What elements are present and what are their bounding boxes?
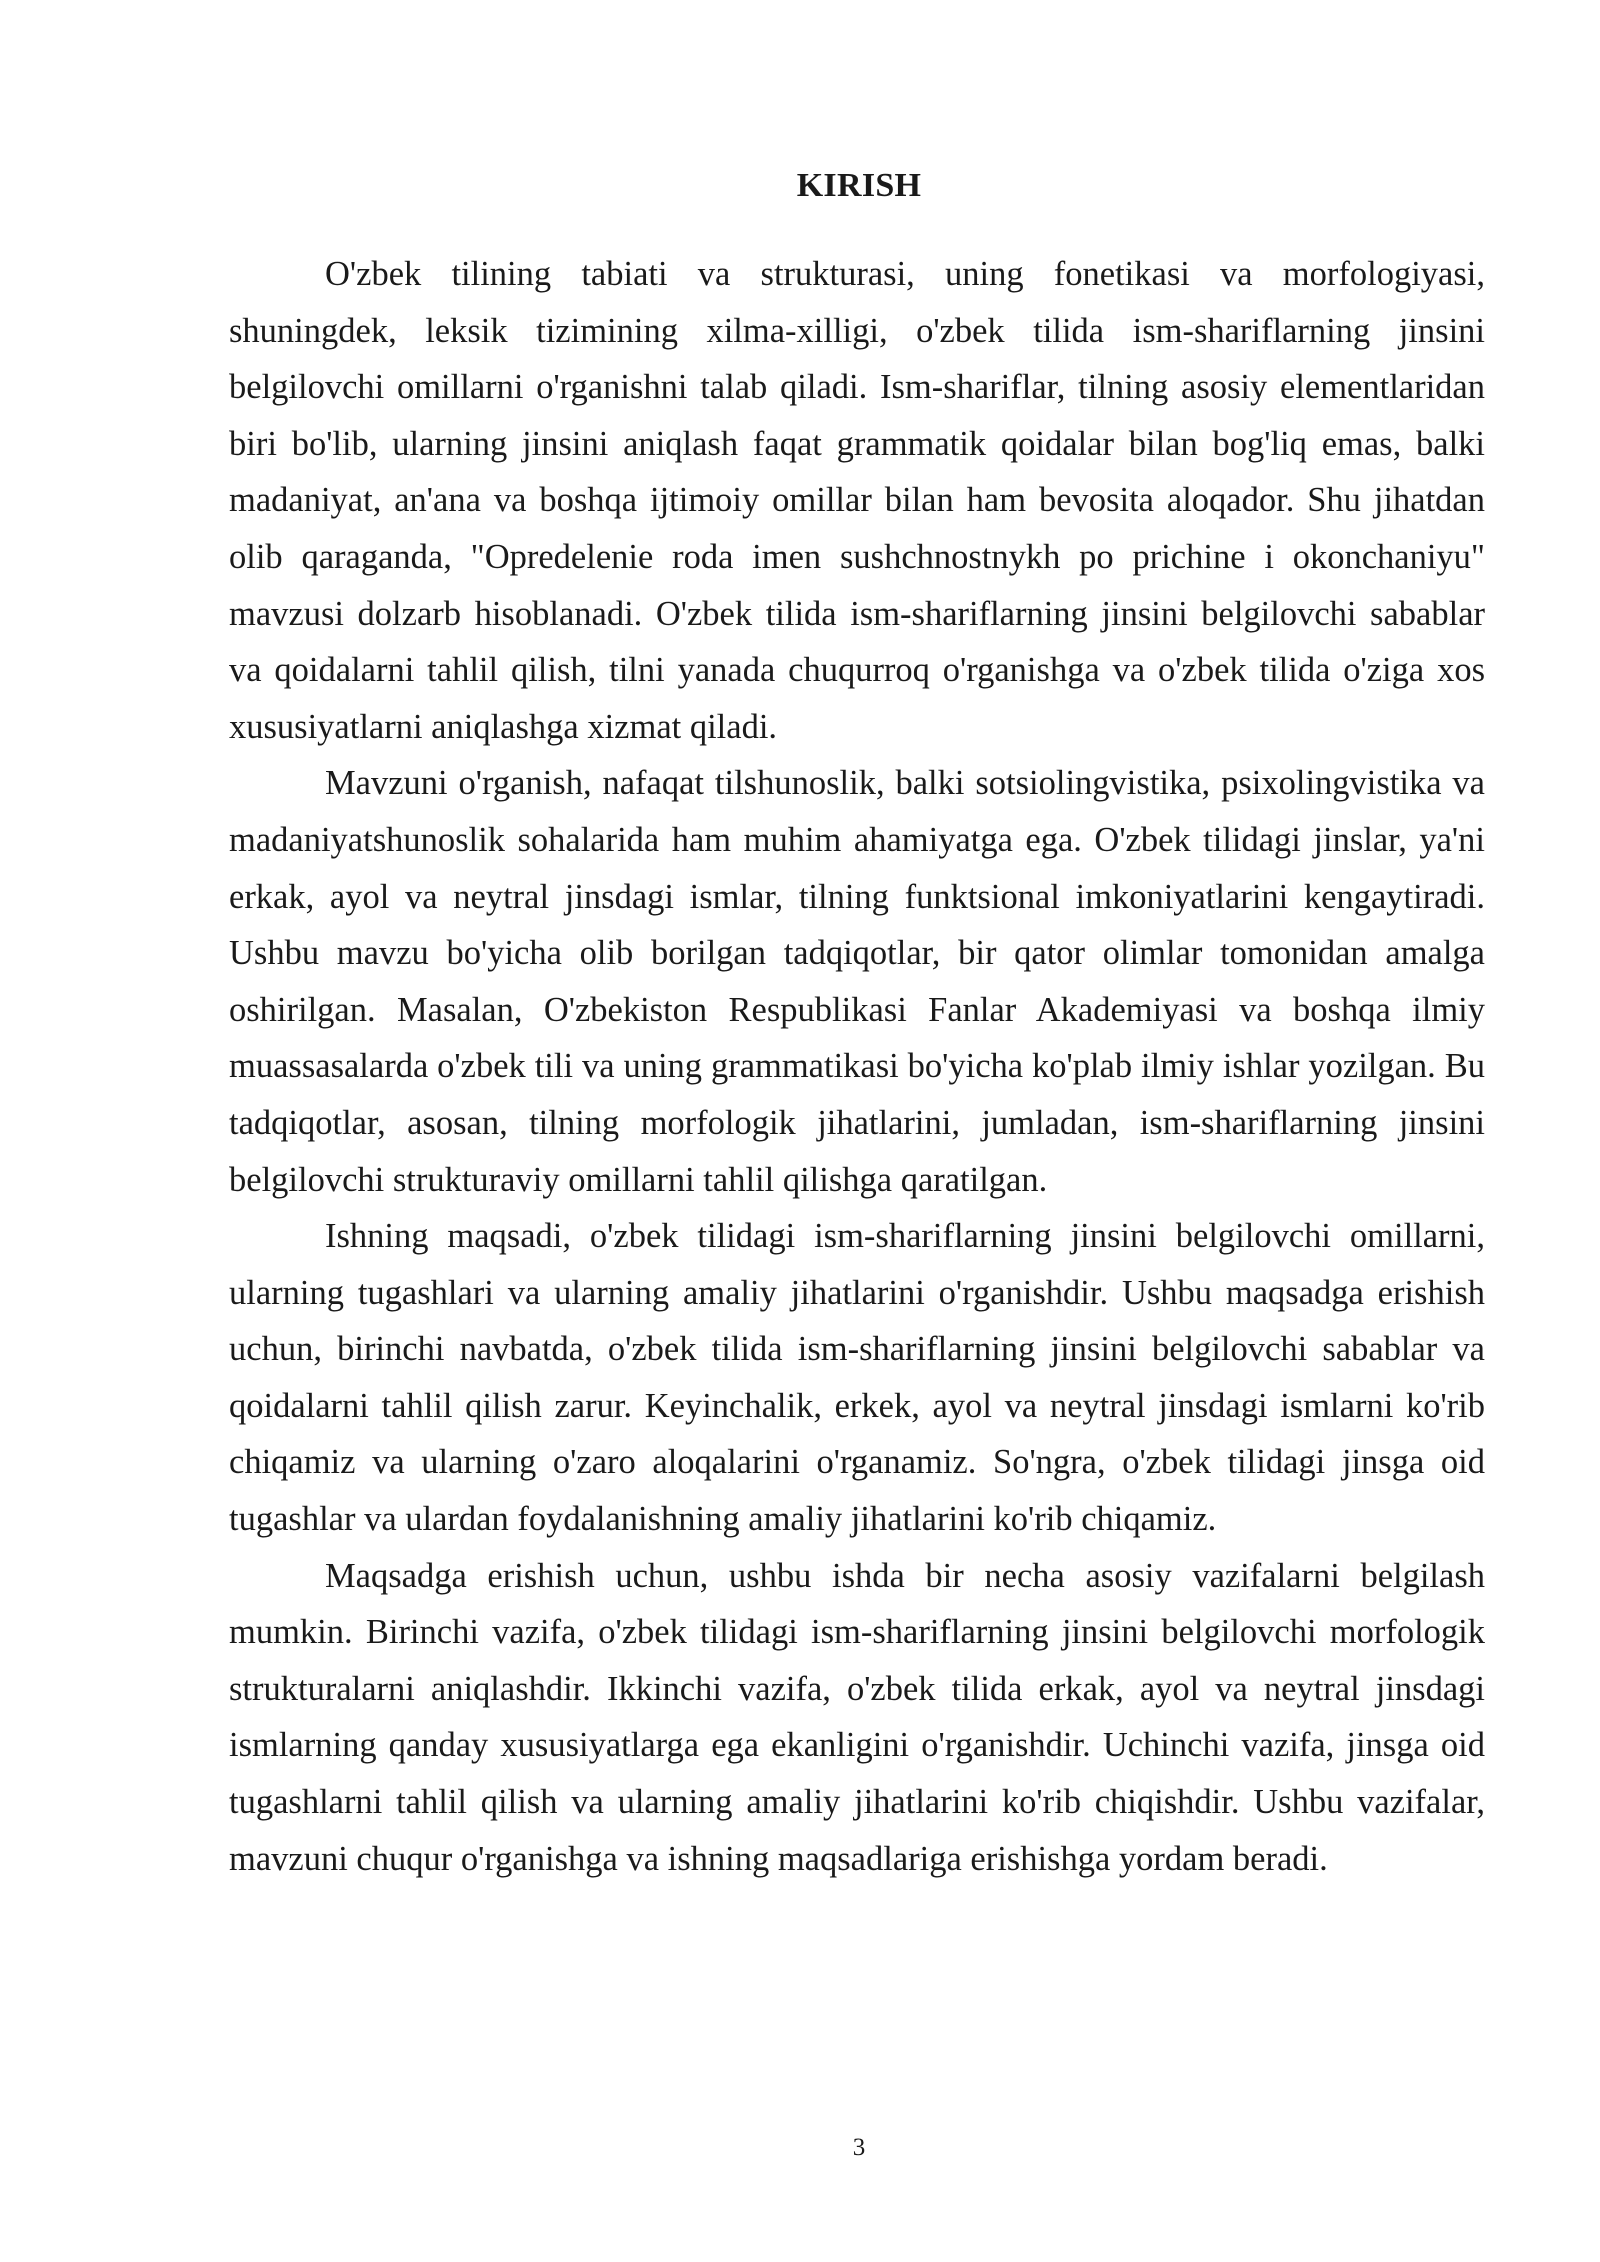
paragraph: Ishning maqsadi, o'zbek tilidagi ism-shariflarning jinsini belgilovchi omillarni, ularning tugashlari va ularning amaliy jihatlarini o'rganishdir. Ushbu maqsadga erishish uchun, birinchi navbatda, o'zbek tilida ism-shariflarning jinsini belgilovchi sabablar va qoidalarni tahlil qilish zarur. Keyinchalik, erkek, ayol va neytral jinsdagi ismlarni ko'rib chiqamiz va ularning o'zaro aloqalarini o'rganamiz. So'ngra, o'zbek tilidagi jinsga oid tugashlar va ulardan foydalanishning amaliy jihatlarini ko'rib chiqamiz. (229, 1217, 1485, 1539)
section-title: KIRISH (796, 167, 922, 204)
paragraph: O'zbek tilining tabiati va strukturasi, uning fonetikasi va morfologiyasi, shuningdek, leksik tizimining xilma-xilligi, o'zbek tilida ism-shariflarning jinsini belgilovchi omillarni o'rganishni talab qiladi. Ism-shariflar, tilning asosiy elementlaridan biri bo'lib, ularning jinsini aniqlash faqat grammatik qoidalar bilan bog'liq emas, balki madaniyat, an'ana va boshqa ijtimoiy omillar bilan ham bevosita aloqador. Shu jihatdan olib qaraganda, "Opredelenie roda imen sushchnostnykh po prichine i okonchaniyu" mavzusi dolzarb hisoblanadi. O'zbek tilida ism-shariflarning jinsini belgilovchi sabablar va qoidalarni tahlil qilish, tilni yanada chuqurroq o'rganishga va o'zbek tilida o'ziga xos xususiyatlarni aniqlashga xizmat qiladi. (229, 255, 1485, 746)
body-text (229, 246, 1485, 1887)
paragraph: Mavzuni o'rganish, nafaqat tilshunoslik, balki sotsiolingvistika, psixolingvistika va madaniyatshunoslik sohalarida ham muhim ahamiyatga ega. O'zbek tilidagi jinslar, ya'ni erkak, ayol va neytral jinsdagi ismlar, tilning funktsional imkoniyatlarini kengaytiradi. Ushbu mavzu bo'yicha olib borilgan tadqiqotlar, bir qator olimlar tomonidan amalga oshirilgan. Masalan, O'zbekiston Respublikasi Fanlar Akademiyasi va boshqa ilmiy muassasalarda o'zbek tili va uning grammatikasi bo'yicha ko'plab ilmiy ishlar yozilgan. Bu tadqiqotlar, asosan, tilning morfologik jihatlarini, jumladan, ism-shariflarning jinsini belgilovchi strukturaviy omillarni tahlil qilishga qaratilgan. (229, 764, 1485, 1199)
paragraph: Maqsadga erishish uchun, ushbu ishda bir necha asosiy vazifalarni belgilash mumkin. Birinchi vazifa, o'zbek tilidagi ism-shariflarning jinsini belgilovchi morfologik strukturalarni aniqlashdir. Ikkinchi vazifa, o'zbek tilida erkak, ayol va neytral jinsdagi ismlarning qanday xususiyatlarga ega ekanligini o'rganishdir. Uchinchi vazifa, jinsga oid tugashlarni tahlil qilish va ularning amaliy jihatlarini ko'rib chiqishdir. Ushbu vazifalar, mavzuni chuqur o'rganishga va ishning maqsadlariga erishishga yordam beradi. (229, 1556, 1485, 1878)
page-number: 3 (852, 2134, 866, 2161)
